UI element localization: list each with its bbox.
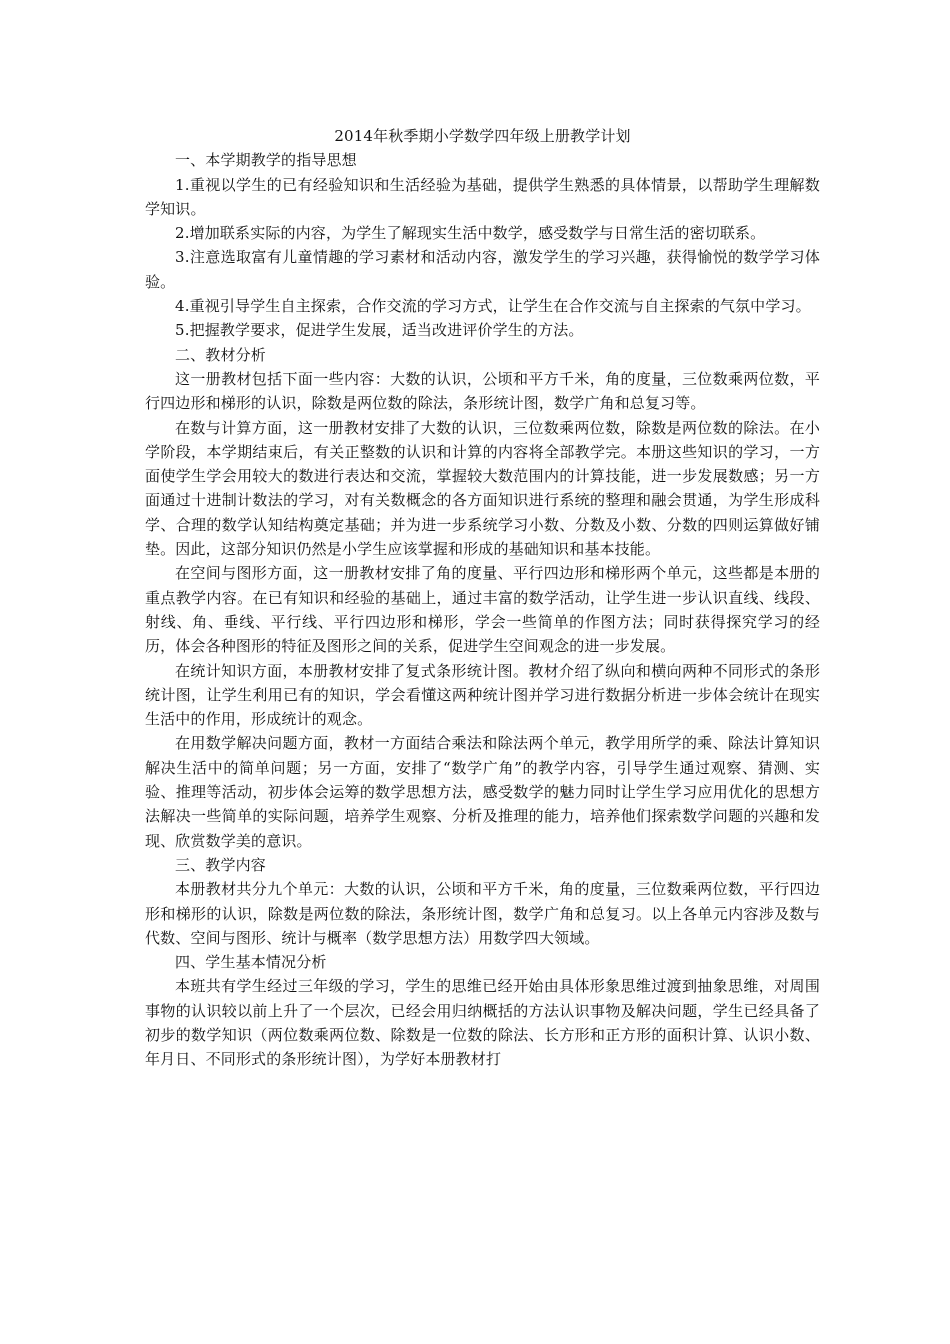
document-body — [145, 124, 820, 1072]
document-title: 2014年秋季期小学数学四年级上册教学计划 — [334, 127, 631, 145]
section-heading: 二、教材分析 — [175, 345, 266, 364]
paragraph: 本班共有学生经过三年级的学习，学生的思维已经开始由具体形象思维过渡到抽象思维，对周围事物的认识较以前上升了一个层次，已经会用归纳概括的方法认识事物及解决问题，学生已经具备了初步的数学知识（两位数乘两位数、除数是一位数的除法、长方形和正方形的面积计算、认识小数、年月日、不同形式的条形统计图），为学好本册教材打 — [145, 977, 820, 1069]
section-heading: 一、本学期教学的指导思想 — [175, 151, 357, 170]
list-item: 5.把握教学要求，促进学生发展，适当改进评价学生的方法。 — [175, 321, 584, 340]
section-heading: 四、学生基本情况分析 — [175, 953, 327, 972]
paragraph: 在统计知识方面，本册教材安排了复式条形统计图。教材介绍了纵向和横向两种不同形式的条形统计图，让学生利用已有的知识，学会看懂这两种统计图并学习进行数据分析进一步体会统计在现实生活中的作用，形成统计的观念。 — [145, 661, 820, 729]
list-item: 3.注意选取富有儿童情趣的学习素材和活动内容，激发学生的学习兴趣，获得愉悦的数学学习体验。 — [145, 248, 820, 291]
list-item: 2.增加联系实际的内容，为学生了解现实生活中数学，感受数学与日常生活的密切联系。 — [175, 224, 766, 243]
paragraph: 本册教材共分九个单元：大数的认识，公顷和平方千米，角的度量，三位数乘两位数，平行四边形和梯形的认识，除数是两位数的除法，条形统计图，数学广角和总复习。以上各单元内容涉及数与代数、空间与图形、统计与概率（数学思想方法）用数学四大领域。 — [145, 880, 820, 947]
paragraph: 在数与计算方面，这一册教材安排了大数的认识，三位数乘两位数，除数是两位数的除法。在小学阶段，本学期结束后，有关正整数的认识和计算的内容将全部教学完。本册这些知识的学习，一方面使学生学会用较大的数进行表达和交流，掌握较大数范围内的计算技能，进一步发展数感；另一方面通过十进制计数法的学习，对有关数概念的各方面知识进行系统的整理和融会贯通，为学生形成科学、合理的数学认知结构奠定基础；并为进一步系统学习小数、分数及小数、分数的四则运算做好铺垫。因此，这部分知识仍然是小学生应该掌握和形成的基础知识和基本技能。 — [145, 418, 820, 559]
paragraph: 这一册教材包括下面一些内容：大数的认识，公顷和平方千米，角的度量，三位数乘两位数，平行四边形和梯形的认识，除数是两位数的除法，条形统计图，数学广角和总复习等。 — [145, 369, 820, 413]
paragraph: 在用数学解决问题方面，教材一方面结合乘法和除法两个单元，教学用所学的乘、除法计算知识解决生活中的简单问题；另一方面，安排了“数学广角”的教学内容，引导学生通过观察、猜测、实验、推理等活动，初步体会运筹的数学思想方法，感受数学的魅力同时让学生学习应用优化的思想方法解决一些简单的实际问题，培养学生观察、分析及推理的能力，培养他们探索数学问题的兴趣和发现、欣赏数学美的意识。 — [145, 734, 820, 850]
paragraph: 在空间与图形方面，这一册教材安排了角的度量、平行四边形和梯形两个单元，这些都是本册的重点教学内容。在已有知识和经验的基础上，通过丰富的数学活动，让学生进一步认识直线、线段、射线、角、垂线、平行线、平行四边形和梯形，学会一些简单的作图方法；同时获得探究学习的经历，体会各种图形的特征及图形之间的关系，促进学生空间观念的进一步发展。 — [145, 564, 820, 656]
list-item: 1.重视以学生的已有经验知识和生活经验为基础，提供学生熟悉的具体情景，以帮助学生理解数学知识。 — [145, 175, 820, 218]
list-item: 4.重视引导学生自主探索，合作交流的学习方式，让学生在合作交流与自主探索的气氛中学习。 — [175, 297, 811, 316]
section-heading: 三、教学内容 — [175, 855, 266, 874]
